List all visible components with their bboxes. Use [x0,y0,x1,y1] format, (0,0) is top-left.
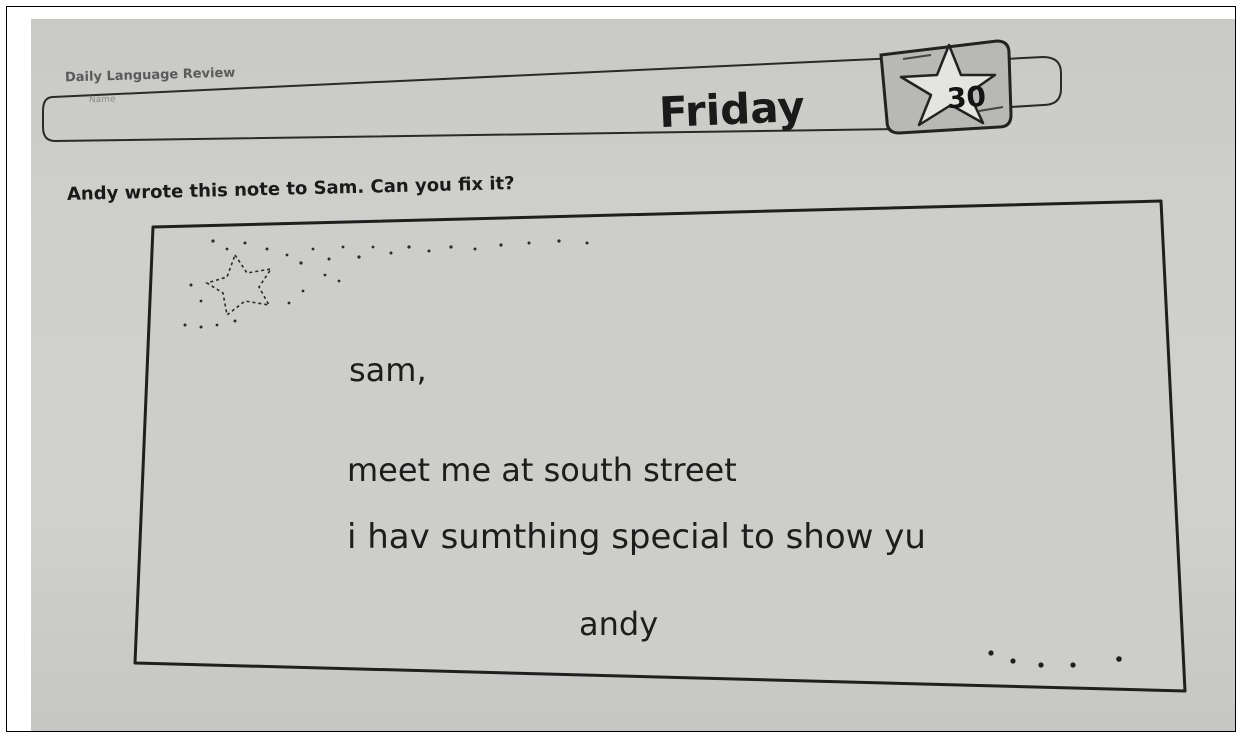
worksheet-photo [31,19,1235,731]
instructions: Andy wrote this note to Sam. Can you fix it? [66,173,515,205]
note-signature: andy [579,605,659,643]
image-frame [6,6,1236,732]
note-line-2: i hav sumthing special to show yu [347,517,926,557]
name-label: Name [88,94,116,106]
series-title: Daily Language Review [64,65,236,86]
lesson-number: 30 [945,79,988,116]
note-greeting: sam, [349,351,427,389]
day-title: Friday [658,81,806,138]
note-line-1: meet me at south street [347,451,737,489]
note-box [135,201,1185,691]
